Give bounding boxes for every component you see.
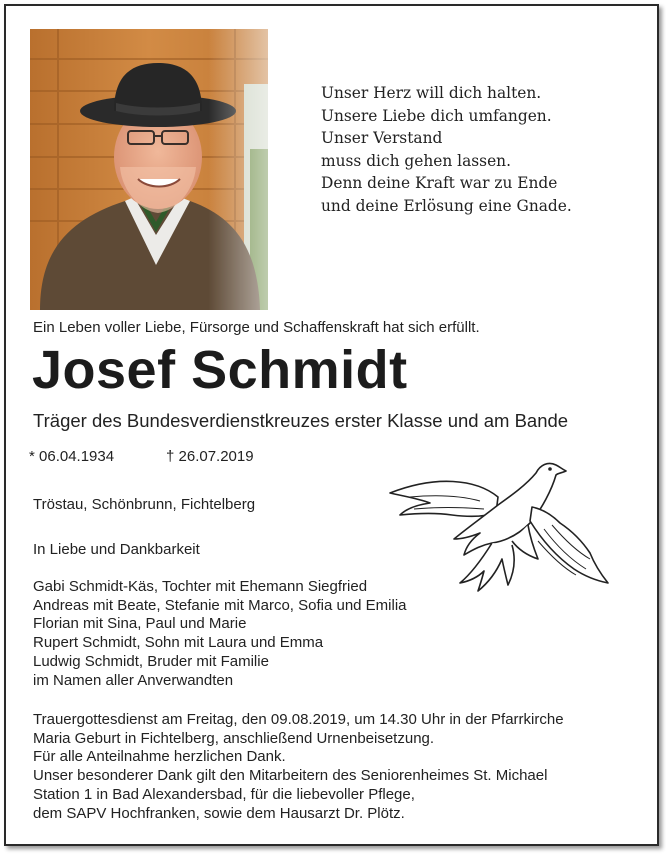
poem-line: und deine Erlösung eine Gnade. <box>321 196 572 215</box>
dedication: In Liebe und Dankbarkeit <box>33 541 200 558</box>
deceased-name: Josef Schmidt <box>32 340 408 400</box>
mourner-line: Florian mit Sina, Paul und Marie <box>33 615 247 633</box>
dove-icon <box>380 455 615 595</box>
notice-line: Maria Geburt in Fichtelberg, anschließend Urnenbeisetzung. <box>33 729 435 747</box>
life-summary: Ein Leben voller Liebe, Fürsorge und Schaffenskraft hat sich erfüllt. <box>33 319 480 336</box>
notice-line: Trauergottesdienst am Freitag, den 09.08.2019, um 14.30 Uhr in der Pfarrkirche <box>33 711 564 728</box>
portrait-photo <box>30 29 268 310</box>
poem-line: Unsere Liebe dich umfangen. <box>321 106 552 125</box>
notice-line: Station 1 in Bad Alexandersbad, für die liebevoller Pflege, <box>33 785 415 803</box>
mourner-line: im Namen aller Anverwandten <box>33 671 234 689</box>
mourner-line: Andreas mit Beate, Stefanie mit Marco, Sofia und Emilia <box>33 596 407 614</box>
poem <box>321 82 572 218</box>
notice-line: dem SAPV Hochfranken, sowie dem Hausarzt Dr. Plötz. <box>33 804 405 822</box>
birth-date: * 06.04.1934 <box>29 448 115 465</box>
service-notice <box>33 711 564 823</box>
mourner-line: Rupert Schmidt, Sohn mit Laura und Emma <box>33 634 324 652</box>
poem-line: Unser Herz will dich halten. <box>321 84 542 102</box>
award-line: Träger des Bundesverdienstkreuzes erster Klasse und am Bande <box>33 410 569 431</box>
mourners-list <box>33 578 407 690</box>
notice-line: Für alle Anteilnahme herzlichen Dank. <box>33 748 286 766</box>
mourner-line: Gabi Schmidt-Käs, Tochter mit Ehemann Siegfried <box>33 578 368 595</box>
death-date: † 26.07.2019 <box>166 448 254 465</box>
places: Tröstau, Schönbrunn, Fichtelberg <box>33 496 256 513</box>
notice-line: Unser besonderer Dank gilt den Mitarbeitern des Seniorenheimes St. Michael <box>33 767 548 785</box>
poem-line: Unser Verstand <box>321 129 443 148</box>
poem-line: muss dich gehen lassen. <box>321 151 511 170</box>
poem-line: Denn deine Kraft war zu Ende <box>321 174 558 193</box>
mourner-line: Ludwig Schmidt, Bruder mit Familie <box>33 652 269 670</box>
